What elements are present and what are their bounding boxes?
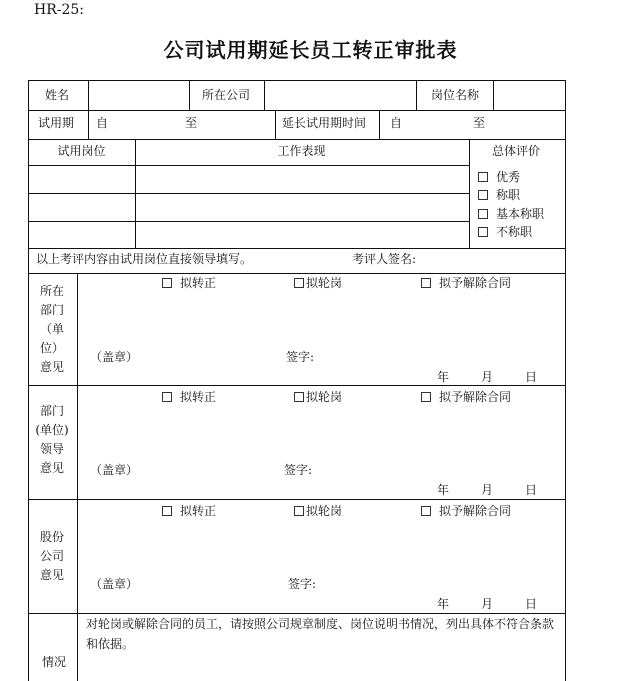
s1-option-confirm[interactable]: 拟转正 — [162, 274, 216, 291]
rating-competent[interactable]: 称职 — [478, 186, 520, 203]
s2-year: 年 — [437, 483, 450, 497]
checkbox-icon[interactable] — [421, 506, 431, 516]
s3-day: 日 — [525, 597, 538, 611]
s2-seal: （盖章） — [90, 463, 139, 477]
s1-option-terminate[interactable]: 拟予解除合同 — [421, 274, 511, 291]
s3-month: 月 — [481, 597, 494, 611]
s1-month: 月 — [481, 370, 494, 384]
checkbox-icon[interactable] — [294, 278, 304, 288]
probation-label: 试用期 — [38, 116, 75, 130]
checkbox-icon[interactable] — [421, 278, 431, 288]
s2-month: 月 — [481, 483, 494, 497]
probation-from: 自 — [96, 116, 109, 130]
s3-option-terminate[interactable]: 拟予解除合同 — [421, 502, 511, 519]
s3-year: 年 — [437, 597, 450, 611]
s3-seal: （盖章） — [90, 577, 139, 591]
form-code: HR-25: — [34, 2, 85, 18]
checkbox-icon[interactable] — [162, 392, 172, 402]
rating-excellent[interactable]: 优秀 — [478, 168, 520, 185]
s3-option-confirm[interactable]: 拟转正 — [162, 502, 216, 519]
s1-sign: 签字: — [286, 350, 315, 364]
checkbox-icon[interactable] — [478, 209, 488, 219]
checkbox-icon[interactable] — [421, 392, 431, 402]
section-dept-opinion-label: 所在 部门 （单 位） 意见 — [39, 284, 64, 374]
evaluator-signature-label: 考评人签名: — [352, 252, 417, 266]
section-company-opinion-label: 股份 公司 意见 — [39, 530, 64, 582]
extension-to: 至 — [473, 116, 486, 130]
trial-post-header: 试用岗位 — [57, 144, 106, 158]
position-name-label: 岗位名称 — [431, 88, 480, 102]
extension-from: 自 — [390, 116, 403, 130]
s3-option-rotate[interactable]: 拟轮岗 — [294, 502, 342, 519]
checkbox-icon[interactable] — [162, 278, 172, 288]
name-label: 姓名 — [45, 88, 70, 102]
evaluator-note: 以上考评内容由试用岗位直接领导填写。 — [36, 252, 253, 266]
section-leader-opinion-label: 部门 (单位) 领导 意见 — [35, 404, 69, 475]
s3-sign: 签字: — [288, 577, 317, 591]
checkbox-icon[interactable] — [478, 172, 488, 182]
overall-header: 总体评价 — [491, 144, 540, 158]
checkbox-icon[interactable] — [162, 506, 172, 516]
s2-option-confirm[interactable]: 拟转正 — [162, 388, 216, 405]
s2-day: 日 — [525, 483, 538, 497]
rating-basically-competent[interactable]: 基本称职 — [478, 205, 544, 222]
situation-note: 对轮岗或解除合同的员工，请按照公司规章制度、岗位说明书情况，列出具体不符合条款和依据。 — [86, 617, 555, 651]
s2-option-terminate[interactable]: 拟予解除合同 — [421, 388, 511, 405]
extension-label: 延长试用期时间 — [282, 116, 367, 130]
page-title: 公司试用期延长员工转正审批表 — [163, 38, 458, 62]
checkbox-icon[interactable] — [294, 506, 304, 516]
s1-year: 年 — [437, 370, 450, 384]
probation-to: 至 — [185, 116, 198, 130]
s2-option-rotate[interactable]: 拟轮岗 — [294, 388, 342, 405]
s1-seal: （盖章） — [90, 350, 139, 364]
company-label: 所在公司 — [202, 88, 251, 102]
rating-incompetent[interactable]: 不称职 — [478, 223, 532, 240]
checkbox-icon[interactable] — [478, 227, 488, 237]
s2-sign: 签字: — [284, 463, 313, 477]
checkbox-icon[interactable] — [478, 190, 488, 200]
s1-option-rotate[interactable]: 拟轮岗 — [294, 274, 342, 291]
s1-day: 日 — [525, 370, 538, 384]
checkbox-icon[interactable] — [294, 392, 304, 402]
situation-label: 情况 — [42, 655, 67, 669]
performance-header: 工作表现 — [277, 144, 326, 158]
